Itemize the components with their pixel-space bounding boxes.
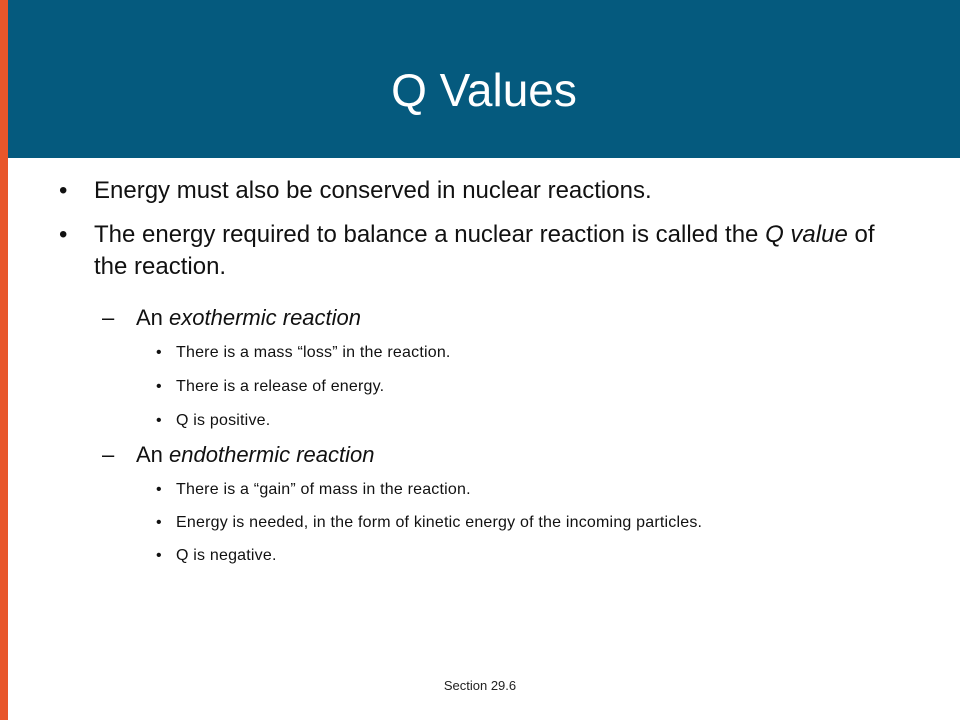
bullet-text-end: of the reaction.: [94, 221, 875, 280]
q-value-term: Q value: [765, 221, 848, 248]
endothermic-term: endothermic reaction: [169, 442, 375, 467]
exothermic-item-mass-loss: [156, 342, 936, 364]
exothermic-item-energy-release: [156, 376, 936, 398]
endothermic-item-mass-gain: [156, 479, 936, 501]
dash-icon: –: [102, 305, 115, 330]
bullet-icon: •: [59, 221, 68, 248]
bullet-icon: •: [156, 481, 162, 498]
item-text: There is a mass “loss” in the reaction.: [176, 344, 451, 361]
bullet-icon: •: [156, 514, 162, 531]
item-text: There is a release of energy.: [176, 378, 385, 395]
section-footer: Section 29.6: [443, 678, 517, 693]
exothermic-prefix: An: [136, 305, 170, 330]
bullet-icon: •: [156, 412, 162, 429]
exothermic-heading: [102, 303, 896, 333]
dash-icon: –: [102, 442, 115, 467]
bullet-text: Energy must also be conserved in nuclear reactions.: [94, 177, 652, 204]
bullet-q-value-definition: [59, 219, 894, 283]
item-text: Energy is needed, in the form of kinetic energy of the incoming particles.: [176, 514, 703, 531]
endothermic-item-energy-needed: [156, 512, 936, 534]
bullet-icon: •: [156, 344, 162, 361]
exothermic-item-q-positive: [156, 410, 936, 432]
exothermic-term: exothermic reaction: [169, 305, 362, 330]
bullet-icon: •: [59, 177, 68, 204]
endothermic-item-q-negative: [156, 545, 936, 567]
bullet-text-start: The energy required to balance a nuclear reaction is called the: [94, 221, 766, 248]
item-text: There is a “gain” of mass in the reaction.: [176, 481, 471, 498]
bullet-icon: •: [156, 378, 162, 395]
endothermic-prefix: An: [136, 442, 170, 467]
bullet-energy-conserved: [59, 175, 894, 207]
endothermic-heading: [102, 440, 896, 470]
item-text: Q is positive.: [176, 412, 271, 429]
item-text: Q is negative.: [176, 547, 277, 564]
bullet-icon: •: [156, 547, 162, 564]
slide-title: Q Values: [391, 64, 577, 116]
